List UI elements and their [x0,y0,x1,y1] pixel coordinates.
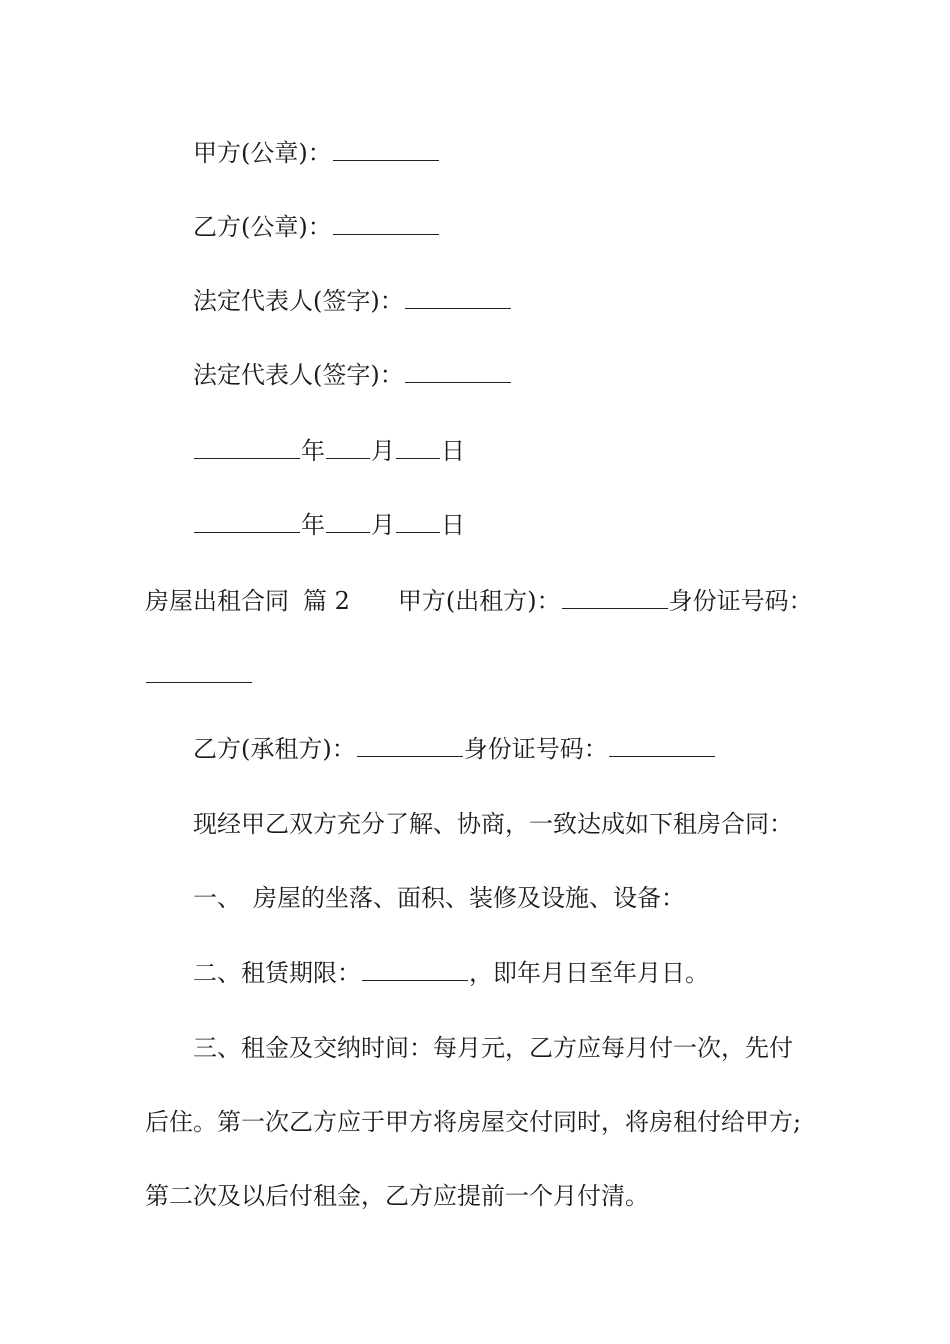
lessee-id-label: 身份证号码： [463,735,608,763]
year-label: 年 [301,437,325,465]
clause-text: 房屋的坐落、面积、装修及设施、设备： [253,884,685,912]
lessor-label: 甲方(出租方)： [397,587,561,615]
party-a-seal-label: 甲方(公章)： [193,139,332,167]
date-line-1 [193,434,465,466]
month-label: 月 [371,511,395,539]
blank-field [405,358,511,383]
legal-rep-signature-line-1 [193,284,512,316]
clause-text-cont: ，即年月日至年月日。 [469,959,709,987]
blank-field [609,732,715,757]
day-label: 日 [441,437,465,465]
lessee-line [193,732,716,764]
party-a-seal-line [193,136,440,168]
blank-field [405,284,511,309]
contract-title: 房屋出租合同 [145,587,289,615]
lessee-label: 乙方(承租方)： [193,735,356,763]
agreement-intro [193,808,793,840]
blank-field [396,434,440,459]
clause-3-cont-2 [145,1180,649,1212]
blank-field [333,210,439,235]
contract-heading-line [145,584,813,616]
clause-number: 一、 [193,884,241,912]
year-label: 年 [301,511,325,539]
clause-2 [193,956,709,988]
month-label: 月 [371,437,395,465]
blank-field [146,658,252,683]
party-b-seal-line [193,210,440,242]
legal-rep-signature-line-2 [193,358,512,390]
clause-1 [193,882,685,914]
clause-3-cont-1 [145,1106,801,1138]
legal-rep-signature-label: 法定代表人(签字)： [193,287,404,315]
clause-text: 二、租赁期限： [193,959,361,987]
blank-field [562,584,668,609]
lessor-id-label: 身份证号码： [668,587,813,615]
clause-text: 三、租金及交纳时间：每月元，乙方应每月付一次，先付 [193,1034,793,1062]
agreement-intro-text: 现经甲乙双方充分了解、协商，一致达成如下租房合同： [193,810,793,838]
lessor-id-blank-line [145,658,253,690]
contract-part: 篇 2 [303,587,350,615]
legal-rep-signature-label: 法定代表人(签字)： [193,361,404,389]
blank-field [357,732,463,757]
blank-field [396,508,440,533]
clause-3 [193,1032,793,1064]
blank-field [194,508,300,533]
blank-field [333,136,439,161]
party-b-seal-label: 乙方(公章)： [193,213,332,241]
date-line-2 [193,508,465,540]
blank-field [194,434,300,459]
blank-field [326,434,370,459]
day-label: 日 [441,511,465,539]
clause-text: 第二次及以后付租金，乙方应提前一个月付清。 [145,1182,649,1210]
clause-text: 后住。第一次乙方应于甲方将房屋交付同时，将房租付给甲方; [145,1108,802,1136]
blank-field [362,956,468,981]
blank-field [326,508,370,533]
